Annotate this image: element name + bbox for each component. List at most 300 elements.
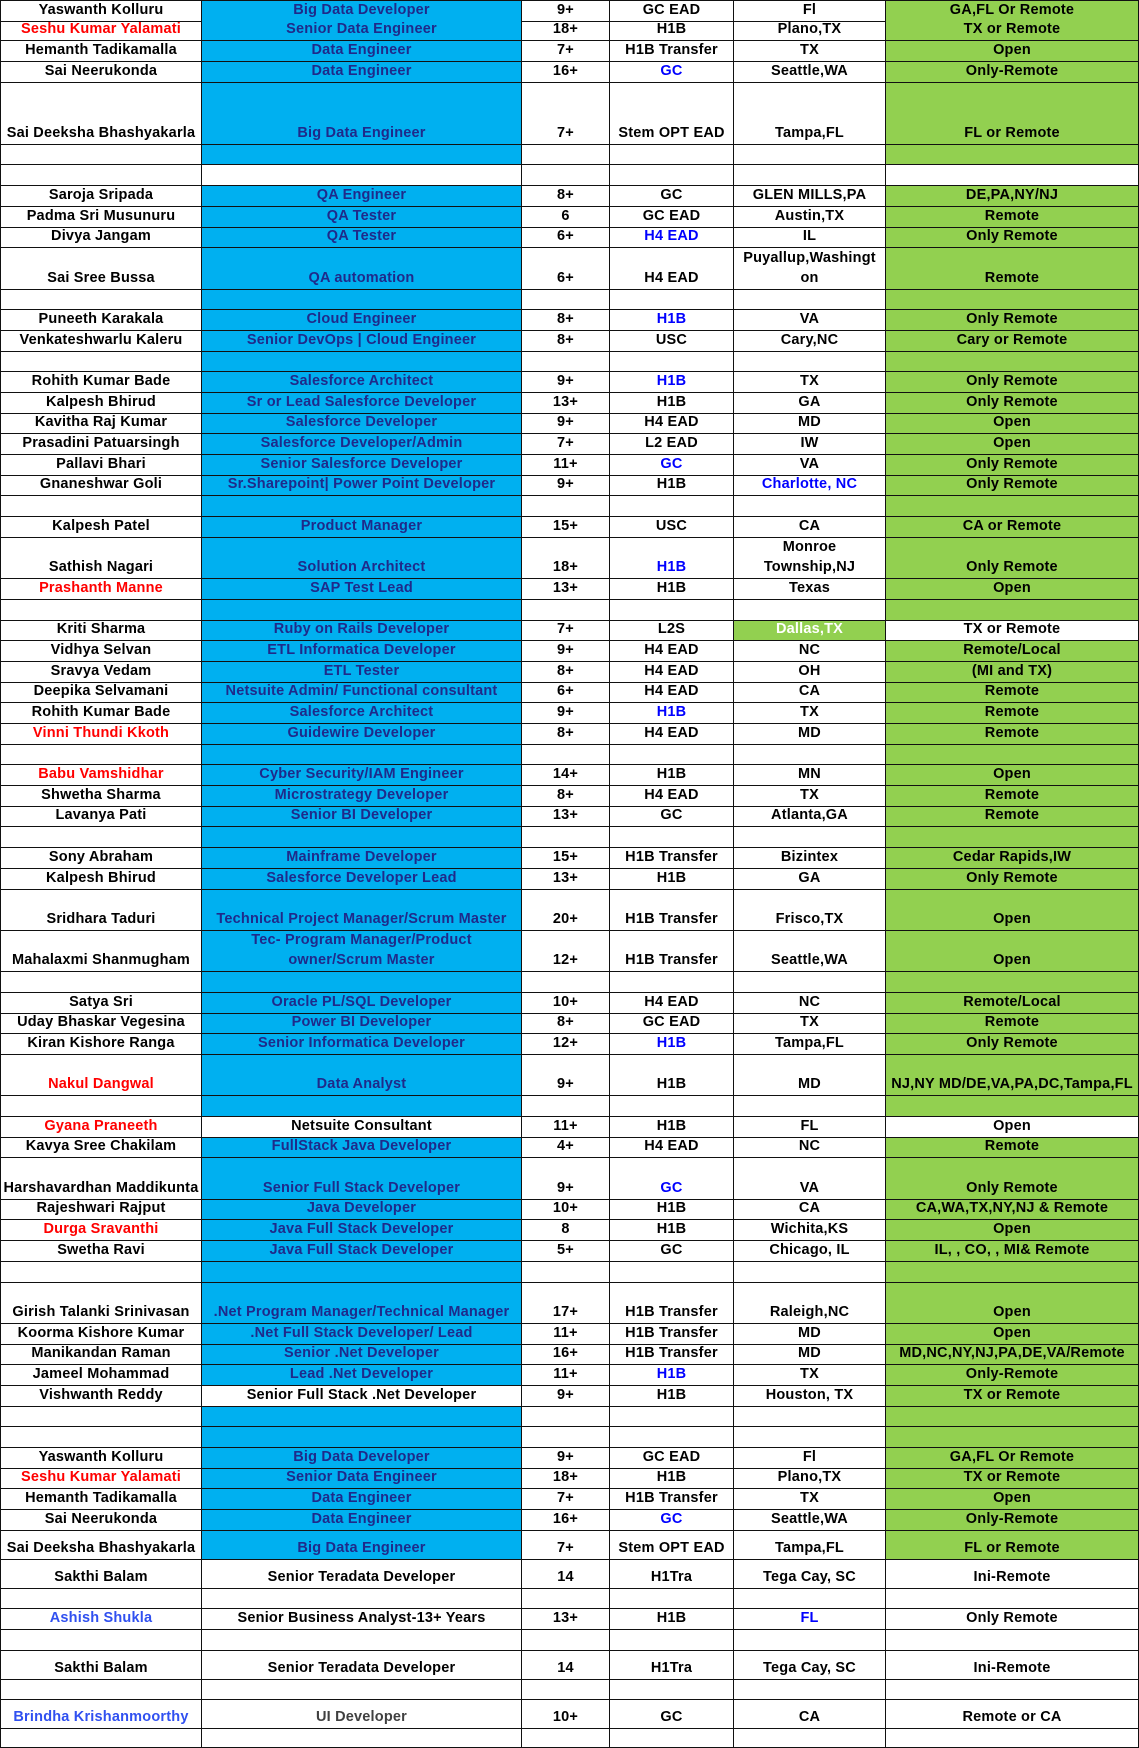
role-cell[interactable] bbox=[202, 1680, 522, 1700]
candidate-name-cell[interactable]: Sai Deeksha Bhashyakarla bbox=[0, 1531, 202, 1560]
candidate-name-cell[interactable]: Divya Jangam bbox=[0, 228, 202, 248]
visa-status-cell[interactable]: H4 EAD bbox=[610, 414, 734, 434]
experience-cell[interactable]: 9+ bbox=[522, 476, 610, 496]
visa-status-cell[interactable]: H1B bbox=[610, 869, 734, 890]
current-location-cell[interactable] bbox=[734, 1427, 886, 1448]
location-preference-cell[interactable]: NJ,NY MD/DE,VA,PA,DC,Tampa,FL bbox=[886, 1055, 1139, 1096]
role-cell[interactable]: QA automation bbox=[202, 248, 522, 290]
candidate-name-cell[interactable]: Sakthi Balam bbox=[0, 1651, 202, 1680]
candidate-name-cell[interactable] bbox=[0, 165, 202, 186]
experience-cell[interactable]: 9+ bbox=[522, 1386, 610, 1407]
visa-status-cell[interactable]: GC EAD bbox=[610, 1448, 734, 1469]
role-cell[interactable]: Cloud Engineer bbox=[202, 310, 522, 331]
visa-status-cell[interactable]: H4 EAD bbox=[610, 662, 734, 683]
visa-status-cell[interactable]: H1B Transfer bbox=[610, 890, 734, 931]
current-location-cell[interactable]: Tega Cay, SC bbox=[734, 1651, 886, 1680]
visa-status-cell[interactable]: H1B bbox=[610, 1469, 734, 1489]
location-preference-cell[interactable] bbox=[886, 1407, 1139, 1427]
experience-cell[interactable]: 10+ bbox=[522, 993, 610, 1014]
candidate-name-cell[interactable] bbox=[0, 745, 202, 765]
candidate-name-cell[interactable]: Rohith Kumar Bade bbox=[0, 372, 202, 393]
location-preference-cell[interactable]: IL, , CO, , MI& Remote bbox=[886, 1241, 1139, 1262]
current-location-cell[interactable]: TX bbox=[734, 703, 886, 724]
visa-status-cell[interactable]: H1B bbox=[610, 538, 734, 579]
visa-status-cell[interactable] bbox=[610, 1589, 734, 1609]
experience-cell[interactable]: 7+ bbox=[522, 41, 610, 62]
experience-cell[interactable]: 18+ bbox=[522, 538, 610, 579]
current-location-cell[interactable]: Puyallup,Washingt on bbox=[734, 248, 886, 290]
role-cell[interactable]: Senior Data Engineer bbox=[202, 1469, 522, 1489]
current-location-cell[interactable] bbox=[734, 290, 886, 310]
role-cell[interactable]: QA Tester bbox=[202, 228, 522, 248]
location-preference-cell[interactable]: Remote bbox=[886, 703, 1139, 724]
candidate-name-cell[interactable] bbox=[0, 972, 202, 993]
experience-cell[interactable]: 9+ bbox=[522, 414, 610, 434]
role-cell[interactable]: Senior .Net Developer bbox=[202, 1345, 522, 1365]
location-preference-cell[interactable]: Only Remote bbox=[886, 869, 1139, 890]
location-preference-cell[interactable]: Open bbox=[886, 931, 1139, 972]
current-location-cell[interactable]: Seattle,WA bbox=[734, 931, 886, 972]
candidate-name-cell[interactable]: Gyana Praneeth bbox=[0, 1117, 202, 1138]
candidate-name-cell[interactable]: Sai Deeksha Bhashyakarla bbox=[0, 83, 202, 145]
current-location-cell[interactable]: MD bbox=[734, 724, 886, 745]
location-preference-cell[interactable]: TX or Remote bbox=[886, 1386, 1139, 1407]
candidate-name-cell[interactable]: Vishwanth Reddy bbox=[0, 1386, 202, 1407]
current-location-cell[interactable] bbox=[734, 1680, 886, 1700]
role-cell[interactable]: Java Full Stack Developer bbox=[202, 1220, 522, 1241]
experience-cell[interactable]: 18+ bbox=[522, 1469, 610, 1489]
location-preference-cell[interactable] bbox=[886, 1589, 1139, 1609]
current-location-cell[interactable]: VA bbox=[734, 310, 886, 331]
candidate-name-cell[interactable]: Kalpesh Bhirud bbox=[0, 393, 202, 414]
current-location-cell[interactable]: Plano,TX bbox=[734, 21, 886, 41]
location-preference-cell[interactable]: Only Remote bbox=[886, 476, 1139, 496]
candidate-name-cell[interactable]: Puneeth Karakala bbox=[0, 310, 202, 331]
candidate-name-cell[interactable]: Kalpesh Patel bbox=[0, 517, 202, 538]
experience-cell[interactable]: 14+ bbox=[522, 765, 610, 786]
candidate-name-cell[interactable] bbox=[0, 1096, 202, 1117]
experience-cell[interactable]: 15+ bbox=[522, 848, 610, 869]
current-location-cell[interactable]: TX bbox=[734, 1489, 886, 1510]
experience-cell[interactable]: 10+ bbox=[522, 1200, 610, 1220]
location-preference-cell[interactable]: (MI and TX) bbox=[886, 662, 1139, 683]
current-location-cell[interactable] bbox=[734, 352, 886, 372]
experience-cell[interactable]: 7+ bbox=[522, 83, 610, 145]
visa-status-cell[interactable]: H1B Transfer bbox=[610, 931, 734, 972]
experience-cell[interactable] bbox=[522, 1427, 610, 1448]
location-preference-cell[interactable]: Open bbox=[886, 1489, 1139, 1510]
candidate-name-cell[interactable]: Prashanth Manne bbox=[0, 579, 202, 600]
location-preference-cell[interactable]: Ini-Remote bbox=[886, 1651, 1139, 1680]
current-location-cell[interactable]: FL bbox=[734, 1609, 886, 1630]
visa-status-cell[interactable] bbox=[610, 745, 734, 765]
location-preference-cell[interactable]: Remote bbox=[886, 248, 1139, 290]
location-preference-cell[interactable] bbox=[886, 352, 1139, 372]
role-cell[interactable]: Senior Full Stack Developer bbox=[202, 1158, 522, 1200]
experience-cell[interactable] bbox=[522, 290, 610, 310]
candidate-name-cell[interactable]: Sai Sree Bussa bbox=[0, 248, 202, 290]
role-cell[interactable]: QA Tester bbox=[202, 207, 522, 228]
role-cell[interactable]: Sr.Sharepoint| Power Point Developer bbox=[202, 476, 522, 496]
current-location-cell[interactable]: Atlanta,GA bbox=[734, 807, 886, 827]
visa-status-cell[interactable]: H1B bbox=[610, 703, 734, 724]
location-preference-cell[interactable]: Open bbox=[886, 890, 1139, 931]
experience-cell[interactable] bbox=[522, 1680, 610, 1700]
visa-status-cell[interactable]: H4 EAD bbox=[610, 641, 734, 662]
role-cell[interactable]: Oracle PL/SQL Developer bbox=[202, 993, 522, 1014]
visa-status-cell[interactable]: GC EAD bbox=[610, 1014, 734, 1034]
current-location-cell[interactable]: Raleigh,NC bbox=[734, 1283, 886, 1324]
experience-cell[interactable] bbox=[522, 1262, 610, 1283]
experience-cell[interactable] bbox=[522, 600, 610, 621]
location-preference-cell[interactable]: Only-Remote bbox=[886, 1510, 1139, 1531]
current-location-cell[interactable]: Dallas,TX bbox=[734, 621, 886, 641]
experience-cell[interactable]: 6+ bbox=[522, 683, 610, 703]
role-cell[interactable] bbox=[202, 1262, 522, 1283]
location-preference-cell[interactable]: Only Remote bbox=[886, 538, 1139, 579]
role-cell[interactable]: Technical Project Manager/Scrum Master bbox=[202, 890, 522, 931]
visa-status-cell[interactable] bbox=[610, 1407, 734, 1427]
role-cell[interactable] bbox=[202, 145, 522, 165]
candidate-name-cell[interactable]: Nakul Dangwal bbox=[0, 1055, 202, 1096]
visa-status-cell[interactable]: H4 EAD bbox=[610, 786, 734, 807]
role-cell[interactable]: Senior DevOps | Cloud Engineer bbox=[202, 331, 522, 352]
visa-status-cell[interactable]: H1B bbox=[610, 1365, 734, 1386]
role-cell[interactable] bbox=[202, 352, 522, 372]
role-cell[interactable]: Solution Architect bbox=[202, 538, 522, 579]
experience-cell[interactable]: 8+ bbox=[522, 331, 610, 352]
experience-cell[interactable]: 8+ bbox=[522, 186, 610, 207]
role-cell[interactable]: Data Analyst bbox=[202, 1055, 522, 1096]
role-cell[interactable]: SAP Test Lead bbox=[202, 579, 522, 600]
current-location-cell[interactable]: GA bbox=[734, 393, 886, 414]
experience-cell[interactable]: 9+ bbox=[522, 1055, 610, 1096]
candidate-name-cell[interactable]: Seshu Kumar Yalamati bbox=[0, 21, 202, 41]
visa-status-cell[interactable]: H1B bbox=[610, 1609, 734, 1630]
current-location-cell[interactable]: Cary,NC bbox=[734, 331, 886, 352]
candidate-name-cell[interactable]: Manikandan Raman bbox=[0, 1345, 202, 1365]
current-location-cell[interactable] bbox=[734, 972, 886, 993]
current-location-cell[interactable]: MN bbox=[734, 765, 886, 786]
role-cell[interactable]: Salesforce Developer bbox=[202, 414, 522, 434]
current-location-cell[interactable]: MD bbox=[734, 414, 886, 434]
candidate-name-cell[interactable]: Koorma Kishore Kumar bbox=[0, 1324, 202, 1345]
visa-status-cell[interactable]: H1B bbox=[610, 476, 734, 496]
role-cell[interactable] bbox=[202, 827, 522, 848]
candidate-name-cell[interactable]: Mahalaxmi Shanmugham bbox=[0, 931, 202, 972]
role-cell[interactable]: Sr or Lead Salesforce Developer bbox=[202, 393, 522, 414]
experience-cell[interactable]: 13+ bbox=[522, 807, 610, 827]
location-preference-cell[interactable]: FL or Remote bbox=[886, 83, 1139, 145]
visa-status-cell[interactable]: H1B Transfer bbox=[610, 848, 734, 869]
role-cell[interactable]: Power BI Developer bbox=[202, 1014, 522, 1034]
role-cell[interactable]: Big Data Engineer bbox=[202, 83, 522, 145]
role-cell[interactable]: FullStack Java Developer bbox=[202, 1138, 522, 1158]
experience-cell[interactable]: 15+ bbox=[522, 517, 610, 538]
visa-status-cell[interactable] bbox=[610, 1096, 734, 1117]
location-preference-cell[interactable]: Only Remote bbox=[886, 1609, 1139, 1630]
location-preference-cell[interactable]: Ini-Remote bbox=[886, 1560, 1139, 1589]
experience-cell[interactable]: 7+ bbox=[522, 621, 610, 641]
current-location-cell[interactable]: CA bbox=[734, 517, 886, 538]
current-location-cell[interactable]: MD bbox=[734, 1324, 886, 1345]
experience-cell[interactable]: 13+ bbox=[522, 579, 610, 600]
experience-cell[interactable] bbox=[522, 352, 610, 372]
current-location-cell[interactable]: OH bbox=[734, 662, 886, 683]
visa-status-cell[interactable]: H1B bbox=[610, 21, 734, 41]
experience-cell[interactable]: 16+ bbox=[522, 1345, 610, 1365]
current-location-cell[interactable]: NC bbox=[734, 1138, 886, 1158]
current-location-cell[interactable]: Tampa,FL bbox=[734, 83, 886, 145]
role-cell[interactable]: UI Developer bbox=[202, 1700, 522, 1729]
experience-cell[interactable]: 9+ bbox=[522, 703, 610, 724]
candidate-name-cell[interactable] bbox=[0, 496, 202, 517]
experience-cell[interactable]: 11+ bbox=[522, 1365, 610, 1386]
location-preference-cell[interactable]: Open bbox=[886, 1324, 1139, 1345]
role-cell[interactable]: Data Engineer bbox=[202, 41, 522, 62]
candidate-name-cell[interactable] bbox=[0, 290, 202, 310]
visa-status-cell[interactable]: GC bbox=[610, 62, 734, 83]
candidate-name-cell[interactable] bbox=[0, 1589, 202, 1609]
visa-status-cell[interactable] bbox=[610, 165, 734, 186]
location-preference-cell[interactable]: Remote bbox=[886, 786, 1139, 807]
role-cell[interactable]: Big Data Developer bbox=[202, 1, 522, 22]
candidate-name-cell[interactable]: Sai Neerukonda bbox=[0, 1510, 202, 1531]
role-cell[interactable]: Guidewire Developer bbox=[202, 724, 522, 745]
candidate-name-cell[interactable]: Shwetha Sharma bbox=[0, 786, 202, 807]
visa-status-cell[interactable]: GC EAD bbox=[610, 207, 734, 228]
candidate-name-cell[interactable] bbox=[0, 1427, 202, 1448]
candidate-name-cell[interactable] bbox=[0, 1729, 202, 1748]
experience-cell[interactable]: 17+ bbox=[522, 1283, 610, 1324]
visa-status-cell[interactable]: H4 EAD bbox=[610, 1138, 734, 1158]
current-location-cell[interactable]: Plano,TX bbox=[734, 1469, 886, 1489]
location-preference-cell[interactable]: Only Remote bbox=[886, 455, 1139, 476]
role-cell[interactable]: Cyber Security/IAM Engineer bbox=[202, 765, 522, 786]
visa-status-cell[interactable]: GC bbox=[610, 1700, 734, 1729]
visa-status-cell[interactable]: GC bbox=[610, 186, 734, 207]
candidate-name-cell[interactable]: Sakthi Balam bbox=[0, 1560, 202, 1589]
role-cell[interactable]: Senior Teradata Developer bbox=[202, 1651, 522, 1680]
visa-status-cell[interactable]: GC bbox=[610, 455, 734, 476]
candidate-name-cell[interactable]: Venkateshwarlu Kaleru bbox=[0, 331, 202, 352]
candidate-name-cell[interactable]: Hemanth Tadikamalla bbox=[0, 1489, 202, 1510]
location-preference-cell[interactable]: Only Remote bbox=[886, 393, 1139, 414]
candidate-name-cell[interactable]: Babu Vamshidhar bbox=[0, 765, 202, 786]
current-location-cell[interactable]: IL bbox=[734, 228, 886, 248]
candidate-name-cell[interactable] bbox=[0, 827, 202, 848]
location-preference-cell[interactable] bbox=[886, 290, 1139, 310]
visa-status-cell[interactable] bbox=[610, 1729, 734, 1748]
experience-cell[interactable]: 11+ bbox=[522, 1324, 610, 1345]
role-cell[interactable]: ETL Informatica Developer bbox=[202, 641, 522, 662]
candidate-name-cell[interactable]: Vidhya Selvan bbox=[0, 641, 202, 662]
current-location-cell[interactable] bbox=[734, 496, 886, 517]
location-preference-cell[interactable]: Remote bbox=[886, 1014, 1139, 1034]
current-location-cell[interactable]: Charlotte, NC bbox=[734, 476, 886, 496]
candidate-name-cell[interactable] bbox=[0, 600, 202, 621]
role-cell[interactable]: Senior Salesforce Developer bbox=[202, 455, 522, 476]
current-location-cell[interactable]: Frisco,TX bbox=[734, 890, 886, 931]
location-preference-cell[interactable] bbox=[886, 827, 1139, 848]
visa-status-cell[interactable] bbox=[610, 827, 734, 848]
visa-status-cell[interactable]: H1B bbox=[610, 1034, 734, 1055]
experience-cell[interactable]: 8+ bbox=[522, 724, 610, 745]
current-location-cell[interactable]: NC bbox=[734, 993, 886, 1014]
visa-status-cell[interactable]: H1B bbox=[610, 310, 734, 331]
location-preference-cell[interactable]: TX or Remote bbox=[886, 21, 1139, 41]
current-location-cell[interactable]: IW bbox=[734, 434, 886, 455]
role-cell[interactable]: .Net Program Manager/Technical Manager bbox=[202, 1283, 522, 1324]
candidate-name-cell[interactable]: Gnaneshwar Goli bbox=[0, 476, 202, 496]
experience-cell[interactable]: 6+ bbox=[522, 248, 610, 290]
role-cell[interactable] bbox=[202, 745, 522, 765]
location-preference-cell[interactable]: Remote bbox=[886, 683, 1139, 703]
experience-cell[interactable]: 11+ bbox=[522, 1117, 610, 1138]
visa-status-cell[interactable]: H1B bbox=[610, 765, 734, 786]
candidate-name-cell[interactable]: Lavanya Pati bbox=[0, 807, 202, 827]
candidate-name-cell[interactable]: Sai Neerukonda bbox=[0, 62, 202, 83]
visa-status-cell[interactable]: H1B bbox=[610, 1200, 734, 1220]
location-preference-cell[interactable]: Cedar Rapids,IW bbox=[886, 848, 1139, 869]
location-preference-cell[interactable]: Remote bbox=[886, 807, 1139, 827]
visa-status-cell[interactable]: H1Tra bbox=[610, 1651, 734, 1680]
visa-status-cell[interactable] bbox=[610, 145, 734, 165]
role-cell[interactable]: Senior BI Developer bbox=[202, 807, 522, 827]
current-location-cell[interactable]: Houston, TX bbox=[734, 1386, 886, 1407]
role-cell[interactable]: Netsuite Consultant bbox=[202, 1117, 522, 1138]
current-location-cell[interactable]: GLEN MILLS,PA bbox=[734, 186, 886, 207]
candidate-name-cell[interactable]: Kiran Kishore Ranga bbox=[0, 1034, 202, 1055]
current-location-cell[interactable]: CA bbox=[734, 1700, 886, 1729]
visa-status-cell[interactable]: Stem OPT EAD bbox=[610, 1531, 734, 1560]
candidate-name-cell[interactable]: Harshavardhan Maddikunta bbox=[0, 1158, 202, 1200]
experience-cell[interactable] bbox=[522, 145, 610, 165]
location-preference-cell[interactable]: CA,WA,TX,NY,NJ & Remote bbox=[886, 1200, 1139, 1220]
current-location-cell[interactable] bbox=[734, 165, 886, 186]
experience-cell[interactable]: 10+ bbox=[522, 1700, 610, 1729]
role-cell[interactable] bbox=[202, 600, 522, 621]
visa-status-cell[interactable]: H1B Transfer bbox=[610, 1345, 734, 1365]
candidate-name-cell[interactable]: Yaswanth Kolluru bbox=[0, 1448, 202, 1469]
location-preference-cell[interactable] bbox=[886, 600, 1139, 621]
candidate-name-cell[interactable]: Brindha Krishanmoorthy bbox=[0, 1700, 202, 1729]
candidate-name-cell[interactable]: Rohith Kumar Bade bbox=[0, 703, 202, 724]
visa-status-cell[interactable]: USC bbox=[610, 517, 734, 538]
experience-cell[interactable] bbox=[522, 165, 610, 186]
role-cell[interactable] bbox=[202, 165, 522, 186]
location-preference-cell[interactable] bbox=[886, 1096, 1139, 1117]
current-location-cell[interactable]: Bizintex bbox=[734, 848, 886, 869]
current-location-cell[interactable]: TX bbox=[734, 1014, 886, 1034]
current-location-cell[interactable]: Tampa,FL bbox=[734, 1034, 886, 1055]
visa-status-cell[interactable]: GC bbox=[610, 1158, 734, 1200]
current-location-cell[interactable]: TX bbox=[734, 786, 886, 807]
role-cell[interactable]: Product Manager bbox=[202, 517, 522, 538]
role-cell[interactable]: ETL Tester bbox=[202, 662, 522, 683]
current-location-cell[interactable] bbox=[734, 600, 886, 621]
visa-status-cell[interactable]: L2 EAD bbox=[610, 434, 734, 455]
candidate-name-cell[interactable]: Kavya Sree Chakilam bbox=[0, 1138, 202, 1158]
location-preference-cell[interactable]: TX or Remote bbox=[886, 1469, 1139, 1489]
role-cell[interactable]: Salesforce Developer Lead bbox=[202, 869, 522, 890]
current-location-cell[interactable] bbox=[734, 1589, 886, 1609]
candidate-name-cell[interactable]: Vinni Thundi Kkoth bbox=[0, 724, 202, 745]
visa-status-cell[interactable]: USC bbox=[610, 331, 734, 352]
location-preference-cell[interactable]: Open bbox=[886, 1283, 1139, 1324]
location-preference-cell[interactable]: Only-Remote bbox=[886, 1365, 1139, 1386]
visa-status-cell[interactable]: H1B bbox=[610, 579, 734, 600]
location-preference-cell[interactable] bbox=[886, 1427, 1139, 1448]
role-cell[interactable]: Big Data Engineer bbox=[202, 1531, 522, 1560]
current-location-cell[interactable] bbox=[734, 745, 886, 765]
visa-status-cell[interactable]: H1B bbox=[610, 1117, 734, 1138]
candidate-name-cell[interactable] bbox=[0, 1407, 202, 1427]
experience-cell[interactable]: 13+ bbox=[522, 869, 610, 890]
candidate-name-cell[interactable]: Sony Abraham bbox=[0, 848, 202, 869]
experience-cell[interactable]: 12+ bbox=[522, 1034, 610, 1055]
experience-cell[interactable]: 5+ bbox=[522, 1241, 610, 1262]
visa-status-cell[interactable] bbox=[610, 290, 734, 310]
candidate-name-cell[interactable]: Uday Bhaskar Vegesina bbox=[0, 1014, 202, 1034]
role-cell[interactable]: Java Full Stack Developer bbox=[202, 1241, 522, 1262]
experience-cell[interactable]: 20+ bbox=[522, 890, 610, 931]
experience-cell[interactable]: 9+ bbox=[522, 1448, 610, 1469]
role-cell[interactable]: Senior Full Stack .Net Developer bbox=[202, 1386, 522, 1407]
experience-cell[interactable]: 8+ bbox=[522, 786, 610, 807]
current-location-cell[interactable]: Wichita,KS bbox=[734, 1220, 886, 1241]
role-cell[interactable]: Data Engineer bbox=[202, 1510, 522, 1531]
visa-status-cell[interactable]: L2S bbox=[610, 621, 734, 641]
visa-status-cell[interactable]: H4 EAD bbox=[610, 993, 734, 1014]
current-location-cell[interactable]: Chicago, IL bbox=[734, 1241, 886, 1262]
role-cell[interactable]: Lead .Net Developer bbox=[202, 1365, 522, 1386]
location-preference-cell[interactable] bbox=[886, 145, 1139, 165]
candidate-name-cell[interactable] bbox=[0, 145, 202, 165]
current-location-cell[interactable]: Seattle,WA bbox=[734, 62, 886, 83]
candidate-name-cell[interactable] bbox=[0, 1262, 202, 1283]
role-cell[interactable]: Data Engineer bbox=[202, 62, 522, 83]
visa-status-cell[interactable] bbox=[610, 352, 734, 372]
experience-cell[interactable]: 6+ bbox=[522, 228, 610, 248]
candidate-name-cell[interactable]: Sathish Nagari bbox=[0, 538, 202, 579]
current-location-cell[interactable]: VA bbox=[734, 1158, 886, 1200]
visa-status-cell[interactable] bbox=[610, 972, 734, 993]
candidate-name-cell[interactable]: Padma Sri Musunuru bbox=[0, 207, 202, 228]
current-location-cell[interactable] bbox=[734, 145, 886, 165]
visa-status-cell[interactable]: H1B bbox=[610, 1386, 734, 1407]
current-location-cell[interactable]: NC bbox=[734, 641, 886, 662]
candidate-name-cell[interactable]: Yaswanth Kolluru bbox=[0, 1, 202, 22]
current-location-cell[interactable]: TX bbox=[734, 372, 886, 393]
current-location-cell[interactable]: Fl bbox=[734, 1448, 886, 1469]
role-cell[interactable]: Data Engineer bbox=[202, 1489, 522, 1510]
candidate-name-cell[interactable]: Sravya Vedam bbox=[0, 662, 202, 683]
role-cell[interactable] bbox=[202, 1589, 522, 1609]
visa-status-cell[interactable]: H1B Transfer bbox=[610, 41, 734, 62]
current-location-cell[interactable]: GA bbox=[734, 869, 886, 890]
current-location-cell[interactable]: Seattle,WA bbox=[734, 1510, 886, 1531]
visa-status-cell[interactable]: H1B Transfer bbox=[610, 1283, 734, 1324]
location-preference-cell[interactable]: Only Remote bbox=[886, 372, 1139, 393]
current-location-cell[interactable] bbox=[734, 827, 886, 848]
visa-status-cell[interactable]: GC bbox=[610, 1241, 734, 1262]
current-location-cell[interactable] bbox=[734, 1630, 886, 1651]
location-preference-cell[interactable]: Only Remote bbox=[886, 1158, 1139, 1200]
role-cell[interactable]: Salesforce Architect bbox=[202, 703, 522, 724]
visa-status-cell[interactable]: H1Tra bbox=[610, 1560, 734, 1589]
role-cell[interactable]: Microstrategy Developer bbox=[202, 786, 522, 807]
